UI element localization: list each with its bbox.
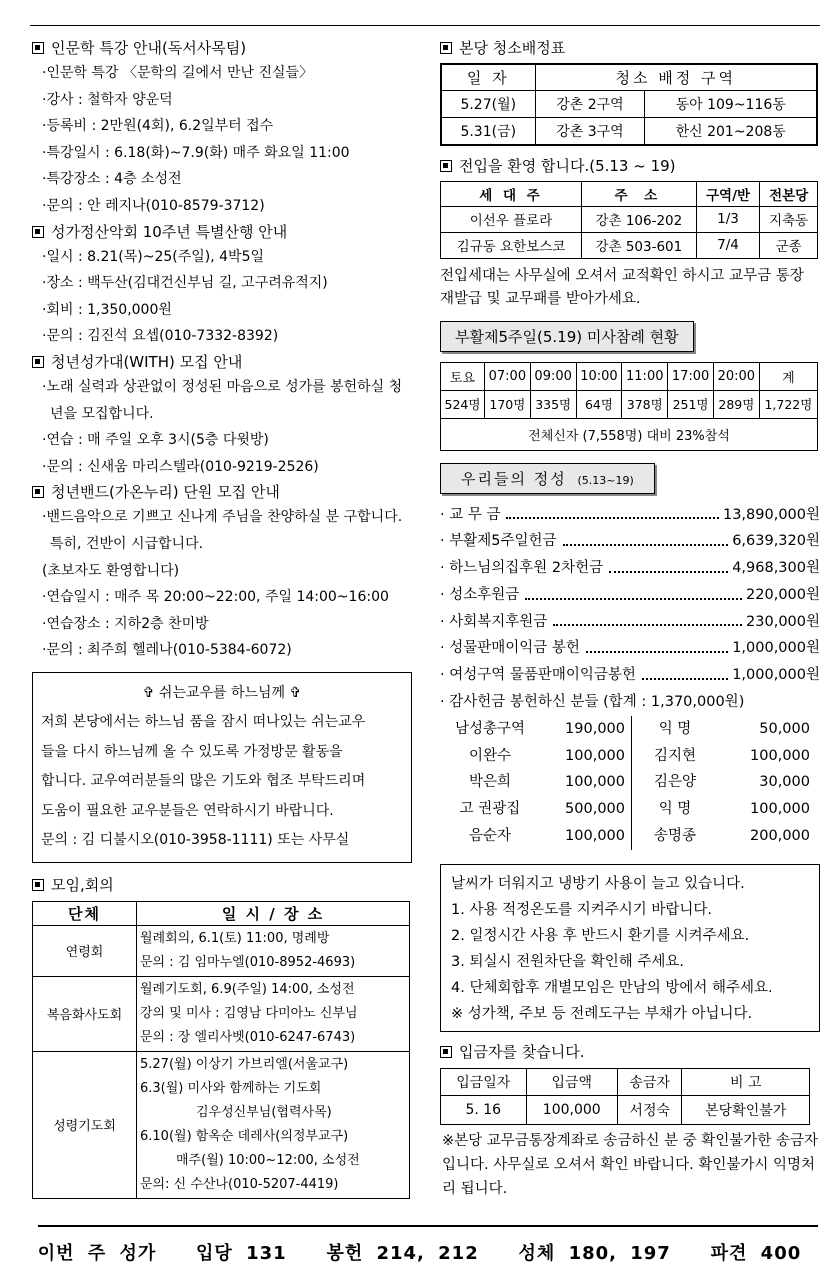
- column-header: 토요: [441, 362, 485, 390]
- section-title: 본당 청소배정표: [459, 39, 566, 57]
- table-header: [33, 901, 410, 925]
- section-title: 전입을 환영 합니다.(5.13 ~ 19): [459, 156, 676, 175]
- table-row: [441, 1095, 810, 1124]
- cooling-notice-box: [440, 864, 820, 1032]
- table-cell: 378명: [622, 390, 668, 418]
- list-item: ·회비 : 1,350,000원: [42, 301, 172, 318]
- welcome-section: [440, 154, 820, 311]
- welcome-table: [440, 181, 818, 259]
- donor-name: 이완수: [468, 747, 512, 764]
- donor-name: 송명종: [653, 828, 697, 845]
- box-line: 합니다. 교우여러분들의 많은 기도와 협조 부탁드리며: [41, 773, 366, 790]
- donor-name: 남성총구역: [454, 720, 526, 737]
- donor-amount: 190,000: [534, 716, 632, 743]
- notice-line: 날씨가 더워지고 냉방기 사용이 늘고 있습니다.: [451, 875, 745, 892]
- box-line: 들을 다시 하느님께 올 수 있도록 가정방문 활동을: [41, 743, 343, 760]
- table-cell: 5. 16: [441, 1095, 527, 1124]
- cleaning-table: [440, 63, 818, 146]
- square-bullet-icon: [32, 486, 44, 498]
- bottom-rule: [38, 1225, 818, 1227]
- detail-line: 6.10(월) 함옥순 데레사(의정부교구): [140, 1128, 349, 1144]
- list-item: (초보자도 환영합니다): [42, 562, 180, 579]
- detail-line: 5.27(월) 이상기 가브리엘(서울교구): [140, 1056, 349, 1072]
- section-title: 청년성가대(WITH) 모집 안내: [51, 352, 243, 371]
- list-item: ·등록비 : 2만원(4회), 6.2일부터 접수: [42, 118, 274, 135]
- donor-amount: 30,000: [759, 774, 810, 791]
- offering-row: · 성소후원금 220,000원: [440, 582, 820, 609]
- table-row: [441, 206, 818, 232]
- detail-line: 월례기도회, 6.9(주일) 14:00, 소성전: [140, 981, 355, 997]
- table-header: [441, 64, 817, 91]
- thanks-title: · 감사헌금 봉헌하신 분들 (합계 : 1,370,000원): [440, 694, 745, 711]
- deposit-table: [440, 1068, 810, 1125]
- list-item: ·연습일시 : 매주 목 20:00~22:00, 주일 14:00~16:00: [42, 589, 389, 606]
- list-item: ·강사 : 철학자 양운덕: [42, 91, 173, 108]
- donor-name: 음순자: [468, 828, 512, 845]
- table-cell: 251명: [668, 390, 714, 418]
- square-bullet-icon: [440, 1046, 452, 1058]
- list-item: ·연습장소 : 지하2층 찬미방: [42, 615, 209, 632]
- welcome-note: 전입세대는 사무실에 오셔서 교적확인 하시고 교무금 통장 재발급 및 교무패를 받아가세요.: [440, 267, 804, 307]
- donor-name: 고 권광집: [459, 801, 521, 818]
- column-header: 입금일자: [441, 1068, 527, 1095]
- donor-name: 김지현: [653, 747, 697, 764]
- square-bullet-icon: [32, 42, 44, 54]
- table-cell: 1,722명: [759, 390, 817, 418]
- table-cell: 7/4: [696, 232, 760, 258]
- table-cell: 강촌 503-601: [581, 232, 696, 258]
- table-row: [441, 418, 818, 450]
- deposit-section: [440, 1040, 820, 1201]
- attendance-title: 부활제5주일(5.19) 미사참례 현황: [440, 321, 694, 352]
- square-bullet-icon: [32, 356, 44, 368]
- table-cell: 5.27(월): [441, 91, 535, 118]
- notice-line: 2. 일정시간 사용 후 반드시 환기를 시켜주세요.: [451, 927, 750, 944]
- table-cell: 군종: [760, 232, 818, 258]
- attendance-table: [440, 362, 818, 451]
- lecture-section: [32, 36, 412, 220]
- meetings-section: [32, 873, 412, 1199]
- column-header: 청소 배정 구역: [535, 64, 817, 91]
- column-header: 09:00: [530, 362, 576, 390]
- donor-amount: 500,000: [534, 796, 632, 823]
- table-cell: 1/3: [696, 206, 760, 232]
- offering-row: · 여성구역 물품판매이익금봉헌 1,000,000원: [440, 662, 820, 689]
- column-header: 세 대 주: [441, 181, 582, 206]
- cleaning-section: [440, 36, 820, 146]
- offerings-title-text: 우리들의 정성: [461, 469, 567, 488]
- column-header: 17:00: [668, 362, 714, 390]
- group-cell: 성령기도회: [33, 1051, 137, 1198]
- table-header: [441, 362, 818, 390]
- column-header: 계: [759, 362, 817, 390]
- column-header: 단체: [33, 901, 137, 925]
- table-cell: 289명: [713, 390, 759, 418]
- offerings-period: (5.13~19): [577, 473, 634, 487]
- list-item: ·특강일시 : 6.18(화)~7.9(화) 매주 화요일 11:00: [42, 144, 350, 161]
- table-cell: 5.31(금): [441, 118, 535, 145]
- list-item: ·특강장소 : 4층 소성전: [42, 171, 182, 188]
- donor-amount: 100,000: [750, 801, 810, 818]
- list-item: ·문의 : 신새움 마리스텔라(010-9219-2526): [42, 458, 319, 475]
- column-header: 20:00: [713, 362, 759, 390]
- donor-amount: 100,000: [534, 823, 632, 850]
- table-row: [441, 118, 817, 145]
- detail-line: 강의 및 미사 : 김영남 다미아노 신부님: [140, 1005, 358, 1021]
- detail-line: 문의 : 장 엘리사벳(010-6247-6743): [140, 1029, 356, 1045]
- table-header: [441, 1068, 810, 1095]
- detail-line: 월례회의, 6.1(토) 11:00, 명례방: [140, 930, 330, 946]
- top-rule: [30, 25, 820, 26]
- square-bullet-icon: [440, 42, 452, 54]
- donor-amount: 100,000: [534, 769, 632, 796]
- donor-amount: 50,000: [759, 720, 810, 737]
- rest-parishioner-box: [32, 672, 412, 863]
- list-item: ·장소 : 백두산(김대건신부님 길, 고구려유적지): [42, 275, 328, 292]
- table-cell: 100,000: [526, 1095, 617, 1124]
- table-cell: 335명: [530, 390, 576, 418]
- box-line: 도움이 필요한 교우분들은 연락하시기 바랍니다.: [41, 802, 334, 819]
- table-cell: 524명: [441, 390, 485, 418]
- section-title: 인문학 특강 안내(독서사목팀): [51, 39, 247, 57]
- detail-line: 6.3(월) 미사와 함께하는 기도회: [140, 1080, 322, 1096]
- table-row: [441, 232, 818, 258]
- donor-name: 익 명: [658, 720, 692, 737]
- table-row: [33, 976, 410, 1051]
- table-cell: 서정숙: [617, 1095, 682, 1124]
- table-cell: 김규동 요한보스코: [441, 232, 582, 258]
- left-column: [32, 36, 412, 1199]
- detail-line: 매주(월) 10:00~12:00, 소성전: [176, 1152, 360, 1168]
- notice-line: 3. 퇴실시 전원차단을 확인해 주세요.: [451, 953, 684, 970]
- table-cell: 강촌 2구역: [535, 91, 645, 118]
- offering-row: · 성물판매이익금 봉헌 1,000,000원: [440, 635, 820, 662]
- table-cell: 한신 201~208동: [645, 118, 817, 145]
- summary-cell: 전체신자 (7,558명) 대비 23%참석: [441, 418, 818, 450]
- column-header: 구역/반: [696, 181, 760, 206]
- table-row: [33, 925, 410, 976]
- group-cell: 복음화사도회: [33, 976, 137, 1051]
- column-header: 전본당: [760, 181, 818, 206]
- offering-row: · 부활제5주일헌금 6,639,320원: [440, 528, 820, 555]
- donor-amount: 200,000: [750, 828, 810, 845]
- table-row: [33, 1051, 410, 1198]
- table-cell: 지축동: [760, 206, 818, 232]
- group-cell: 연령회: [33, 925, 137, 976]
- list-item: ·밴드음악으로 기쁘고 신나게 주님을 찬양하실 분 구합니다. 특히, 건반이 시급합니다.: [42, 509, 403, 552]
- detail-cell: [137, 976, 410, 1051]
- column-header: 11:00: [622, 362, 668, 390]
- detail-line: 문의: 신 수산나(010-5207-4419): [140, 1176, 339, 1192]
- list-item: ·문의 : 안 레지나(010-8579-3712): [42, 197, 265, 214]
- offering-row: · 하느님의집후원 2차헌금 4,968,300원: [440, 555, 820, 582]
- section-title: 성가정산악회 10주년 특별산행 안내: [51, 222, 288, 241]
- box-line: 문의 : 김 디불시오(010-3958-1111) 또는 사무실: [41, 832, 350, 849]
- table-cell: 이선우 플로라: [441, 206, 582, 232]
- right-column: [440, 36, 820, 1201]
- table-cell: 170명: [484, 390, 530, 418]
- table-row: [441, 91, 817, 118]
- donor-amount: 100,000: [750, 747, 810, 764]
- meetings-table: [32, 901, 410, 1199]
- table-cell: 본당확인불가: [682, 1095, 810, 1124]
- offerings-section: [440, 463, 820, 850]
- column-header: 07:00: [484, 362, 530, 390]
- section-title: 입금자를 찾습니다.: [459, 1042, 585, 1061]
- table-row: [441, 390, 818, 418]
- offerings-list: [440, 502, 820, 850]
- table-cell: 64명: [576, 390, 622, 418]
- offering-row: · 교 무 금 13,890,000원: [440, 502, 820, 529]
- choir-section: [32, 350, 412, 480]
- notice-line: 4. 단체회합후 개별모임은 만남의 방에서 해주세요.: [451, 979, 773, 996]
- attendance-section: [440, 321, 820, 451]
- column-header: 주 소: [581, 181, 696, 206]
- square-bullet-icon: [32, 226, 44, 238]
- list-item: ·문의 : 김진석 요셉(010-7332-8392): [42, 328, 279, 345]
- column-header: 일 시 / 장 소: [137, 901, 410, 925]
- section-title: 청년밴드(가온누리) 단원 모집 안내: [51, 483, 280, 502]
- donor-amount: 100,000: [534, 743, 632, 770]
- offerings-title: [440, 463, 655, 494]
- band-section: [32, 480, 412, 664]
- list-item: ·노래 실력과 상관없이 정성된 마음으로 성가를 봉헌하실 청년을 모집합니다.: [42, 378, 403, 422]
- column-header: 송금자: [617, 1068, 682, 1095]
- list-item: ·인문학 특강 〈문학의 길에서 만난 진실들〉: [42, 65, 314, 81]
- hymn-footer: 이번 주 성가 입당 131 봉헌 214, 212 성체 180, 197 파견 400: [37, 1243, 802, 1264]
- list-item: ·연습 : 매 주일 오후 3시(5층 다윗방): [42, 432, 269, 449]
- donor-grid: [446, 716, 820, 850]
- column-header: 비 고: [682, 1068, 810, 1095]
- detail-line: 김우성신부님(협력사목): [196, 1104, 332, 1120]
- donor-name: 김은양: [653, 774, 697, 791]
- table-cell: 강촌 106-202: [581, 206, 696, 232]
- column-header: 10:00: [576, 362, 622, 390]
- list-item: ·문의 : 최주희 헬레나(010-5384-6072): [42, 642, 292, 659]
- list-item: ·일시 : 8.21(목)~25(주일), 4박5일: [42, 248, 265, 265]
- table-header: [441, 181, 818, 206]
- offering-row: · 사회복지후원금 230,000원: [440, 609, 820, 636]
- deposit-note: ※본당 교무금통장계좌로 송금하신 분 중 확인불가한 송금자 입니다. 사무실로 오셔서 확인 바랍니다. 확인불가시 익명처리 됩니다.: [442, 1132, 818, 1197]
- detail-line: 문의 : 김 임마누엘(010-8952-4693): [140, 954, 356, 970]
- detail-cell: [137, 925, 410, 976]
- square-bullet-icon: [32, 879, 44, 891]
- box-title: ✞ 쉬는교우를 하느님께 ✞: [142, 684, 302, 701]
- donor-name: 익 명: [658, 801, 692, 818]
- donor-name: 박은희: [468, 774, 512, 791]
- detail-cell: [137, 1051, 410, 1198]
- notice-line: ※ 성가책, 주보 등 전례도구는 부채가 아닙니다.: [451, 1005, 753, 1022]
- table-cell: 동아 109~116동: [645, 91, 817, 118]
- column-header: 입금액: [526, 1068, 617, 1095]
- square-bullet-icon: [440, 160, 452, 172]
- notice-line: 1. 사용 적정온도를 지켜주시기 바랍니다.: [451, 901, 712, 918]
- hiking-section: [32, 220, 412, 350]
- table-cell: 강촌 3구역: [535, 118, 645, 145]
- box-line: 저희 본당에서는 하느님 품을 잠시 떠나있는 쉬는교우: [41, 714, 366, 731]
- column-header: 일 자: [441, 64, 535, 91]
- section-title: 모임,회의: [51, 875, 114, 894]
